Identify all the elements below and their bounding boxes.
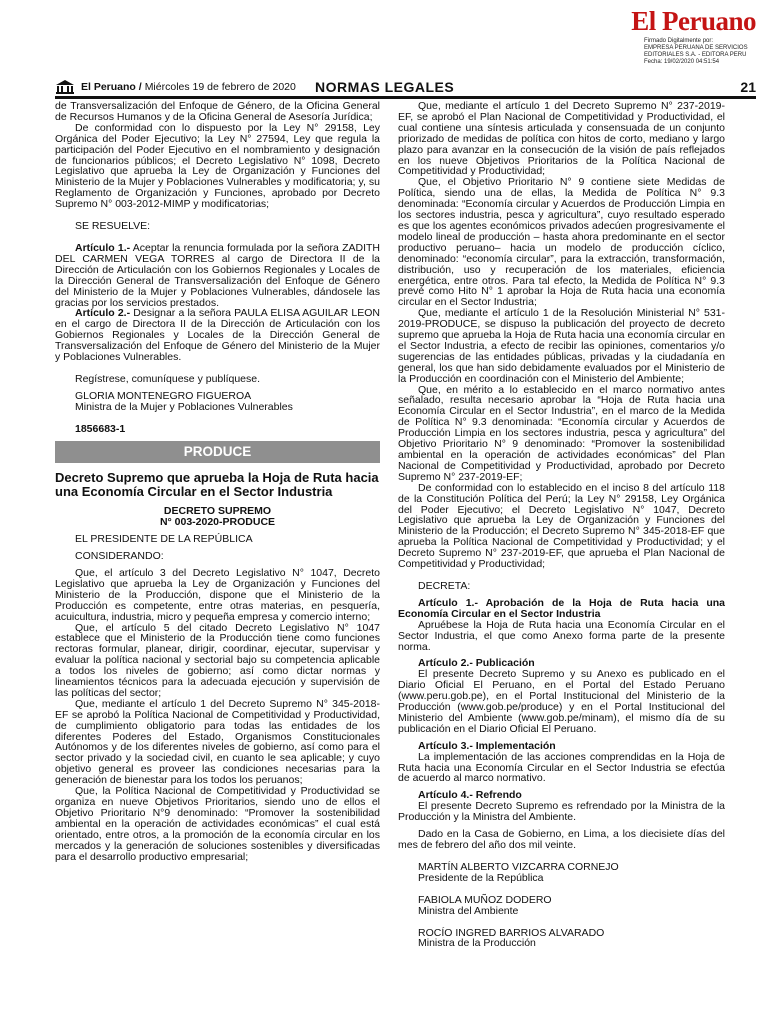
article-title: Artículo 4.- Refrendo: [418, 789, 522, 802]
article-title: Artículo 2.- Publicación: [418, 657, 535, 670]
decree-heading: DECRETA:: [418, 579, 471, 592]
signer-name: MARTÍN ALBERTO VIZCARRA CORNEJO: [418, 860, 619, 873]
decree-number: N° 003-2020-PRODUCE: [159, 516, 276, 529]
paragraph: Que, el artículo 5 del citado Decreto Legislativo N° 1047 establece que el Ministerio de la Producción tiene como funciones rectoras formular, planear, dirigir, coordinar, ejecutar, supervisar y evaluar la política nacional y sectorial bajo su competencia aplicable a todos los niveles de gobierno; así como dictar normas y lineamientos técnicos para la adecuada ejecución y supervisión de las políticas del sector;: [55, 621, 380, 699]
decree-label: DECRETO SUPREMO: [163, 505, 272, 518]
signer-name: GLORIA MONTENEGRO FIGUEROA: [75, 389, 252, 402]
signer-name: ROCÍO INGRED BARRIOS ALVARADO: [418, 926, 605, 939]
article-text: Designar a la señora PAULA ELISA AGUILAR LEON en el cargo de Directora II de la Dirección de Articulación con los Gobiernos Regionales y Locales de la Dirección General de Transversalización del Enfoque de Género del Ministerio de la Mujer y Poblaciones Vulnerables.: [55, 307, 380, 364]
considering-heading: CONSIDERANDO:: [75, 550, 164, 563]
resolve-heading: SE RESUELVE:: [75, 220, 151, 233]
paragraph: De conformidad con lo dispuesto por la Ley N° 29158, Ley Orgánica del Poder Ejecutivo; la Ley N° 27594, Ley que regula la participación del Poder Ejecutivo en el nombramiento y designación de funcionarios públicos; el Decreto Legislativo N° 1098, Decreto Legislativo que aprueba la Ley de Organización y Funciones del Ministerio de la Mujer y Poblaciones Vulnerables y modificatoria; y, su Reglamento de Organización y Funciones, aprobado por Decreto Supremo N° 003-2012-MIMP y modificatorias;: [55, 121, 380, 211]
closing-formula: Regístrese, comuníquese y publíquese.: [75, 372, 261, 385]
digital-signature-note: [644, 38, 756, 66]
paragraph: Que, la Política Nacional de Competitividad y Productividad se organiza en nueve Objetivos Prioritarios, siendo uno de ellos el Objetivo Prioritario N°9 denominado: “Promover la sostenibilidad ambiental en la operación de actividades económicas” el cual está orientado, entre otros, a la promoción de la economía circular en los mercados y la generación de soluciones sostenibles y diversificadas para el desarrollo productivo empresarial;: [55, 785, 380, 863]
page-header: [55, 78, 756, 99]
paragraph: Que, en mérito a lo establecido en el marco normativo antes señalado, resulta necesario aprobar la “Hoja de Ruta hacia una Economía Circular en el Sector Industria”, en el marco de la Medida de Política N° 9.3 denominada: “Economía circular y Acuerdos de Producción Limpia en los sectores industria, pesca y agricultura” del Objetivo Prioritario N° 9 denominado: “Promover la sostenibilidad ambiental en la operación de actividades económicas” del Plan Nacional de Competitividad y Productividad, aprobado por Decreto Supremo N° 237-2019-EF;: [398, 383, 725, 483]
article-2: [55, 308, 380, 363]
signature-line: Firmado Digitalmente por:: [644, 38, 714, 44]
signer-role: Ministra del Ambiente: [418, 904, 519, 917]
signer-role: Ministra de la Mujer y Poblaciones Vulnerables: [75, 400, 293, 413]
article-title: Artículo 1.- Aprobación de la Hoja de Ruta hacia una Economía Circular en el Sector Industria: [398, 596, 725, 620]
paragraph: Que, mediante el artículo 1 de la Resolución Ministerial N° 531-2019-PRODUCE, se dispuso la publicación del proyecto de decreto supremo que aprueba la Hoja de Ruta hacia una economía circular en el Sector Industria, a efecto de recibir las opiniones, comentarios y/o sugerencias de las entidades públicas, privadas y la ciudadanía en general, los que han sido debidamente evaluados por el Ministerio de la Producción en coordinación con el Ministerio del Ambiente;: [398, 307, 725, 385]
paragraph: Que, el artículo 3 del Decreto Legislativo N° 1047, Decreto Legislativo que aprueba la Ley de Organización y Funciones del Ministerio de la Producción, dispone que el Ministerio de la Producción es competente, entre otras materias, en pesquería, acuicultura, industria, micro y pequeña empresa y comercio interno;: [55, 566, 380, 623]
header-newspaper-name: El Peruano /: [81, 81, 142, 93]
paragraph: Que, mediante el artículo 1 del Decreto Supremo N° 345-2018-EF se aprobó la Política Nacional de Competitividad y Productividad, de cumplimiento obligatorio para todas las entidades de los diferentes Poderes del Estado, Organismos Constitucionales Autónomos y de los diferentes niveles de gobierno, así como para el sector privado y la sociedad civil, en cuanto le sea aplicable; y cuyo objetivo general es proveer las condiciones necesarias para la generación de bienestar para los todos los peruanos;: [55, 697, 380, 787]
signer-name: FABIOLA MUÑOZ DODERO: [418, 893, 552, 906]
article-text: El presente Decreto Supremo y su Anexo es publicado en el Diario Oficial El Peruano, en el Portal del Estado Peruano (www.peru.gob.pe), en el Portal Institucional del Ministerio de la Producción (www.gob.pe/produce) y en el Portal Institucional del Ministerio del Ambiente (www.gob.pe/minam), el mismo día de su publicación en el Diario Oficial El Peruano.: [398, 668, 725, 735]
page-number: 21: [740, 79, 756, 95]
signature-line: EDITORIALES S.A. - EDITORA PERU: [644, 52, 747, 58]
article-text: Aceptar la renuncia formulada por la señora ZADITH DEL CARMEN VEGA TORRES al cargo de Directora II de la Dirección de Articulación con los Gobiernos Regionales y Locales de la Dirección General de Transversalización del Enfoque de Género del Ministerio de la Mujer y Poblaciones Vulnerables, dándosele las gracias por los servicios prestados.: [55, 241, 380, 309]
section-banner-produce: PRODUCE: [55, 441, 380, 463]
paragraph: Que, mediante el artículo 1 del Decreto Supremo N° 237-2019-EF, se aprobó el Plan Nacional de Competitividad y Productividad, el cual contiene una síntesis articulada y consensuada de un conjunto priorizado de medidas de política con hitos de corto, mediano y largo plazo para avanzar en la consecución de la visión de país reflejados en los nueve Objetivos Prioritarios de la Política Nacional de Competitividad y Productividad;: [398, 100, 725, 178]
header-section-title: NORMAS LEGALES: [315, 79, 455, 95]
article-text: Apruébese la Hoja de Ruta hacia una Economía Circular en el Sector Industria, el que como Anexo forma parte de la presente norma.: [398, 618, 725, 653]
article-title: Artículo 2.-: [75, 307, 131, 320]
left-column: [55, 101, 380, 862]
signature-line: Fecha: 19/02/2020 04:51:54: [644, 59, 720, 65]
president-heading: EL PRESIDENTE DE LA REPÚBLICA: [75, 533, 253, 546]
header-date: Miércoles 19 de febrero de 2020: [144, 81, 296, 93]
article-1: [55, 243, 380, 308]
newspaper-brand: [631, 4, 756, 66]
publication-code: 1856683-1: [75, 422, 126, 435]
article-text: La implementación de las acciones comprendidas en la Hoja de Ruta hacia una Economía Circular en el Sector Industria se efectúa de acuerdo al marco normativo.: [398, 750, 725, 785]
given-at: Dado en la Casa de Gobierno, en Lima, a los diecisiete días del mes de febrero del año dos mil veinte.: [398, 828, 725, 851]
article-title: Artículo 1.-: [75, 241, 131, 254]
decree-title: Decreto Supremo que aprueba la Hoja de Ruta hacia una Economía Circular en el Sector Industria: [55, 469, 379, 500]
article-title: Artículo 3.- Implementación: [418, 739, 556, 752]
paragraph: Que, el Objetivo Prioritario N° 9 contiene siete Medidas de Política, siendo una de ellas, la Medida de Política N° 9.3 denominada: “Economía circular y Acuerdos de Producción Limpia en los sectores industria, pesca y agricultura”, cuyo resultado esperado es que los agentes económicos privados adecúen progresivamente el modelo lineal de producción – hasta ahora predominante en el sector productivo peruano– hacia un modelo de producción cíclico, denominado: “economía circular”, para la extracción, transformación, distribución, uso y recuperación de los materiales, eficiencia energética, entre otros. Para tal efecto, la Medida de Política N° 9.3 prevé como Hito N° 1 aprobar la Hoja de Ruta hacia una economía circular en el Sector Industria;: [398, 176, 725, 309]
signer-role: Presidente de la República: [418, 871, 544, 884]
signer-role: Ministra de la Producción: [418, 937, 536, 950]
signature-line: EMPRESA PERUANA DE SERVICIOS: [644, 45, 748, 51]
el-peruano-logo: El Peruano: [631, 6, 756, 36]
article-text: El presente Decreto Supremo es refrendado por la Ministra de la Producción y la Ministra del Ambiente.: [398, 800, 725, 824]
paragraph: de Transversalización del Enfoque de Género, de la Oficina General de Recursos Humanos y de la Oficina General de Asesoría Jurídica;: [55, 100, 380, 123]
right-column: [398, 101, 725, 949]
government-building-icon: [55, 80, 75, 94]
paragraph: De conformidad con lo establecido en el inciso 8 del artículo 118 de la Constitución Política del Perú; la Ley N° 29158, Ley Orgánica del Poder Ejecutivo; el Decreto Legislativo N° 1047, Decreto Legislativo que aprueba la Ley de Organización y Funciones del Ministerio de la Producción; el Decreto Supremo N° 345-2018-EF que aprueba la Política Nacional de Competitividad y Productividad; y el Decreto Supremo N° 237-2019-EF, que aprueba el Plan Nacional de Competitividad y Productividad;: [398, 481, 725, 571]
